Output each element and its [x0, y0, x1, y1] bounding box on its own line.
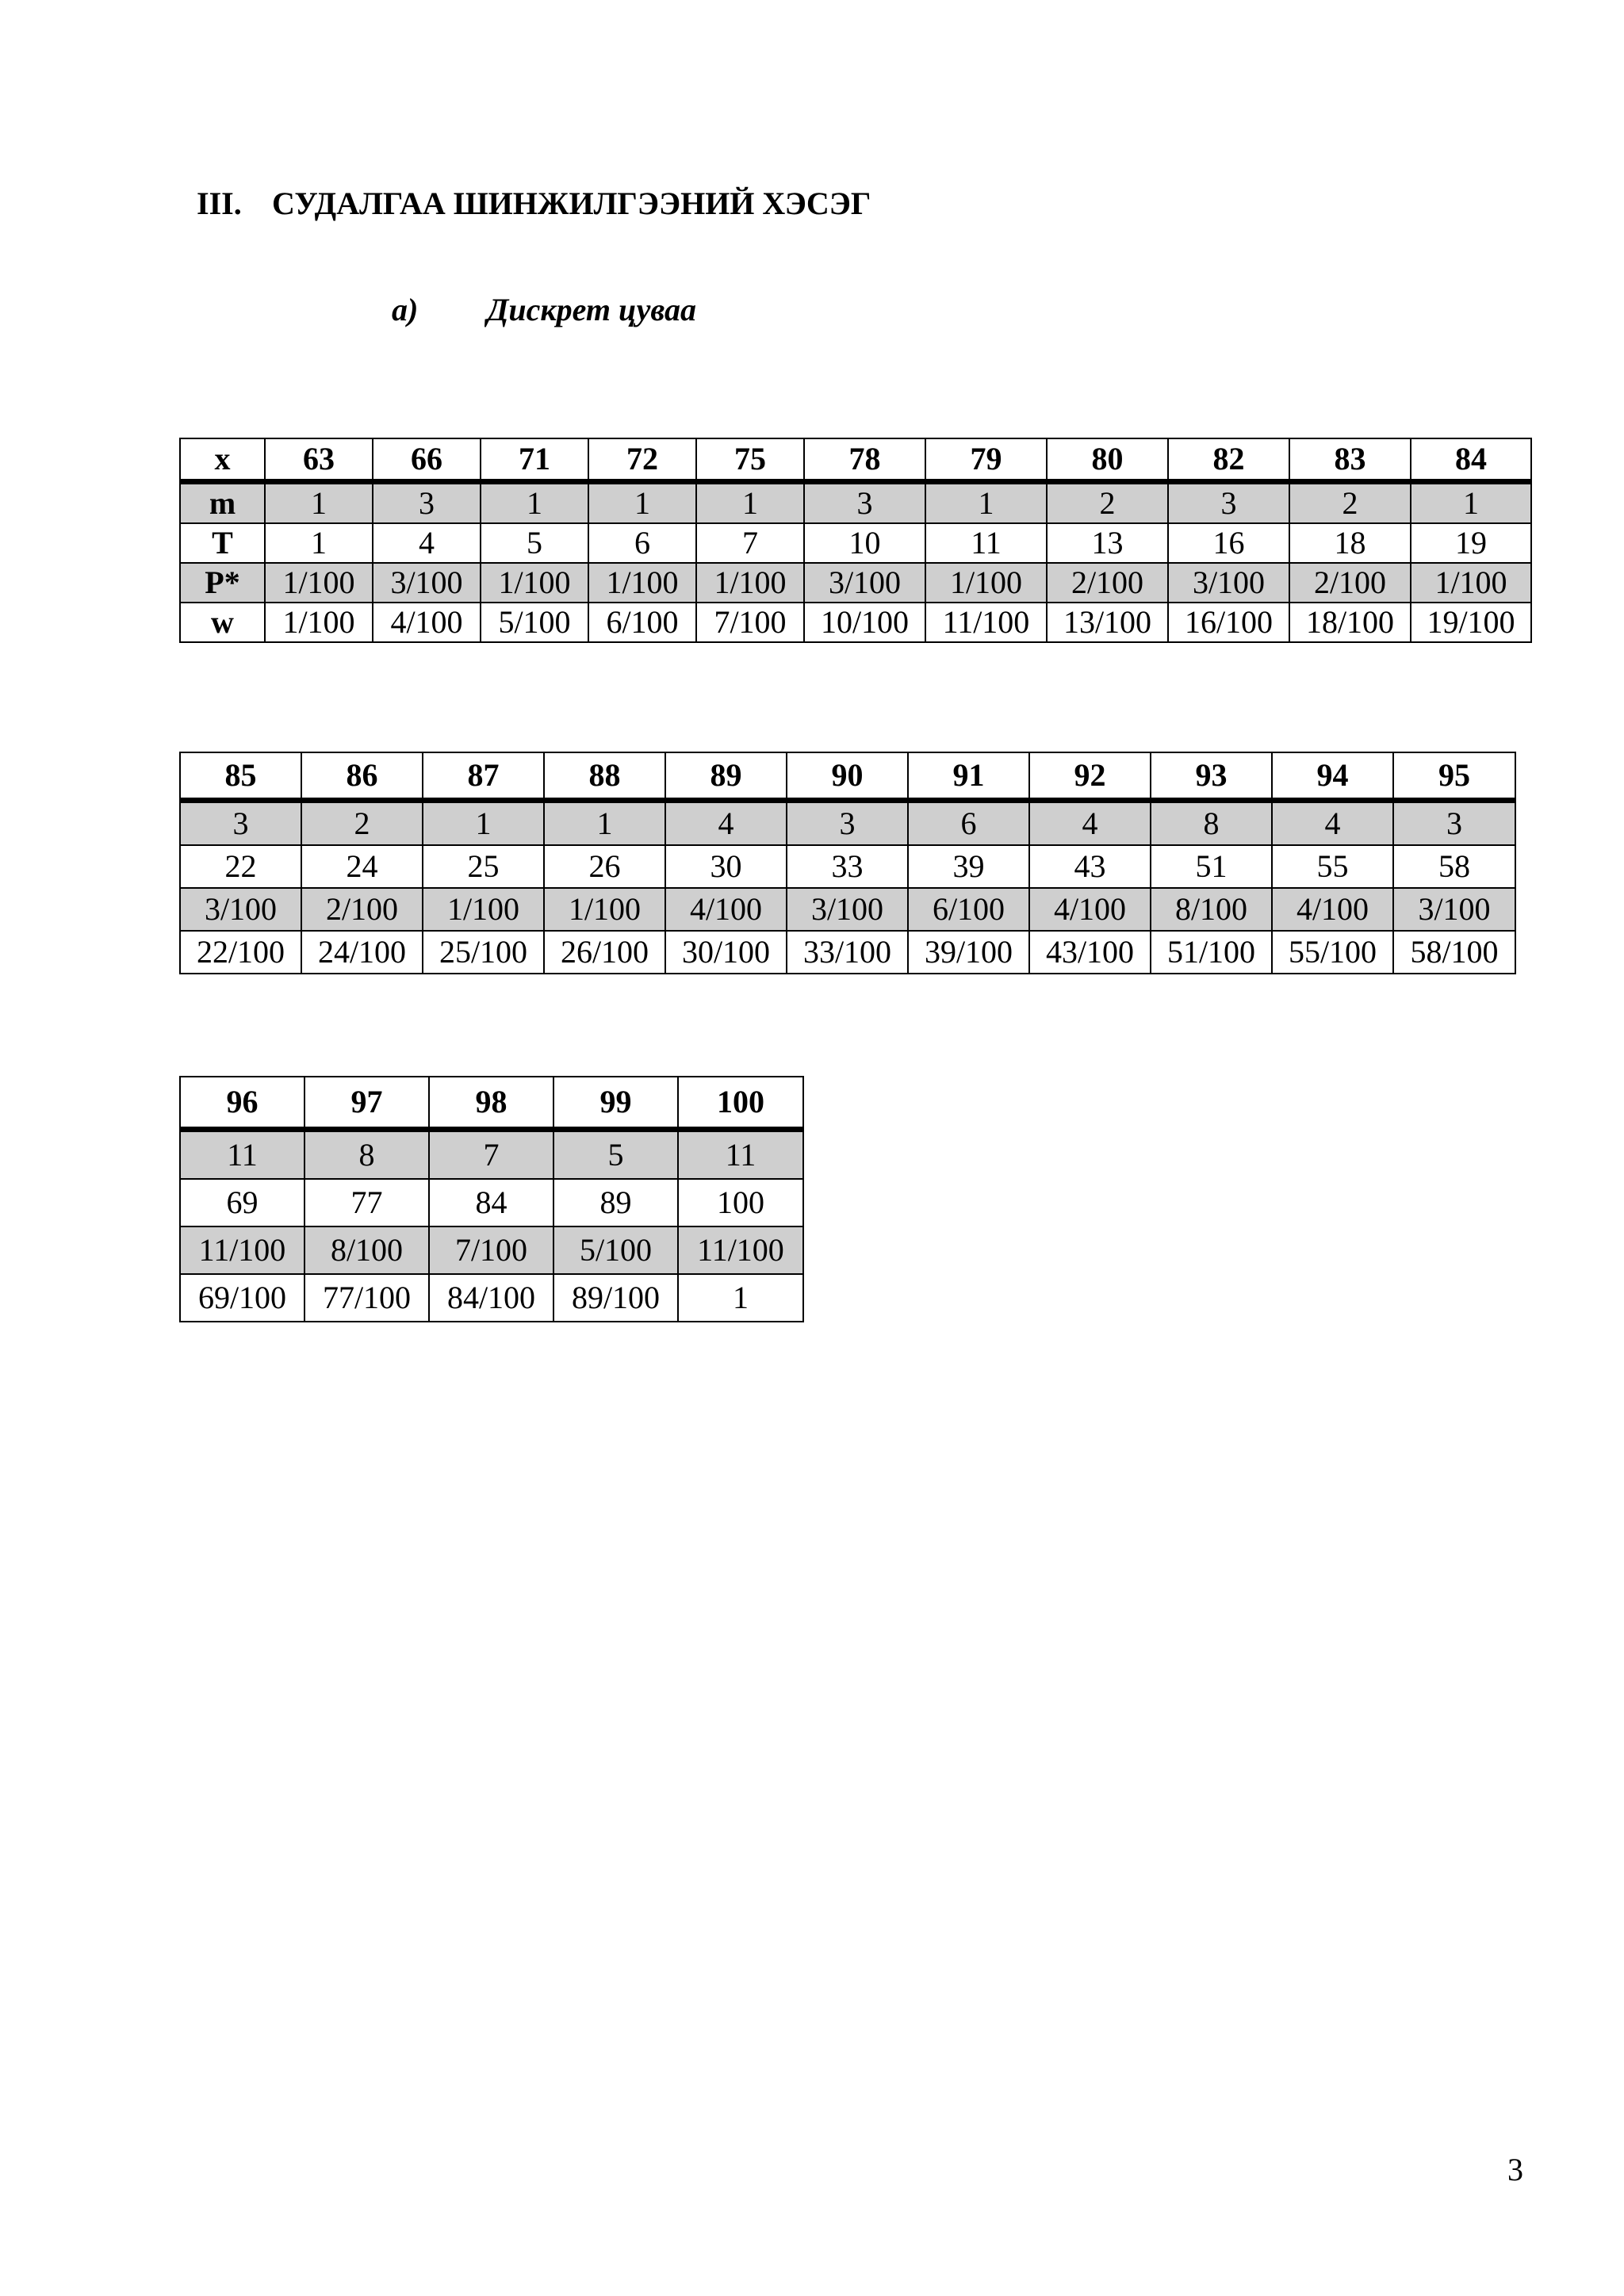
table-cell: 25/100: [423, 931, 544, 974]
table-cell: 1: [696, 482, 804, 524]
table-cell: 55: [1272, 845, 1393, 888]
table-cell: 78: [804, 438, 925, 482]
table-cell: 33/100: [787, 931, 908, 974]
table-row-m: [180, 482, 1531, 524]
table-cell: 8/100: [1151, 888, 1272, 931]
table-cell: 2: [301, 801, 423, 846]
table-cell: 85: [180, 752, 301, 801]
table-cell: 3/100: [180, 888, 301, 931]
table-row-x: [180, 1077, 803, 1130]
table-cell: 3: [373, 482, 481, 524]
table-cell: 95: [1393, 752, 1515, 801]
table-cell: 5/100: [481, 603, 588, 642]
table-cell: 13/100: [1047, 603, 1168, 642]
table-cell: 84: [429, 1179, 553, 1226]
table-cell: 4/100: [1029, 888, 1151, 931]
table-cell: 51/100: [1151, 931, 1272, 974]
table-cell: 11/100: [180, 1226, 304, 1274]
table-cell: 84: [1411, 438, 1531, 482]
subsection-title: Дискрет цуваа: [487, 292, 697, 327]
table-cell: 3/100: [373, 563, 481, 603]
row-label: P*: [180, 563, 265, 603]
table-cell: 3: [787, 801, 908, 846]
table-cell: 90: [787, 752, 908, 801]
table-cell: 1: [265, 523, 373, 563]
table-cell: 3/100: [787, 888, 908, 931]
table-cell: 77/100: [304, 1274, 429, 1322]
table-row-x: [180, 438, 1531, 482]
table-cell: 16: [1168, 523, 1289, 563]
table-cell: 89: [665, 752, 787, 801]
table-cell: 96: [180, 1077, 304, 1130]
table-cell: 69: [180, 1179, 304, 1226]
table-row-t: [180, 845, 1515, 888]
table-cell: 93: [1151, 752, 1272, 801]
subsection-heading: [392, 290, 696, 330]
table-cell: 51: [1151, 845, 1272, 888]
table-cell: 89/100: [553, 1274, 678, 1322]
table-cell: 3: [804, 482, 925, 524]
table-cell: 19/100: [1411, 603, 1531, 642]
table-cell: 7/100: [429, 1226, 553, 1274]
table-cell: 1/100: [544, 888, 665, 931]
section-title: СУДАЛГАА ШИНЖИЛГЭЭНИЙ ХЭСЭГ: [272, 186, 871, 221]
table-cell: 43: [1029, 845, 1151, 888]
table-cell: 30: [665, 845, 787, 888]
section-heading: [197, 184, 871, 224]
table-cell: 4/100: [373, 603, 481, 642]
table-row-t: [180, 1179, 803, 1226]
table-cell: 18: [1289, 523, 1411, 563]
table-cell: 58: [1393, 845, 1515, 888]
table-cell: 10/100: [804, 603, 925, 642]
table-row-p: [180, 888, 1515, 931]
table-cell: 86: [301, 752, 423, 801]
table-cell: 97: [304, 1077, 429, 1130]
table-cell: 5/100: [553, 1226, 678, 1274]
table-cell: 88: [544, 752, 665, 801]
distribution-table-2: [179, 752, 1516, 974]
table-cell: 2/100: [301, 888, 423, 931]
table-cell: 6/100: [588, 603, 696, 642]
table-cell: 22: [180, 845, 301, 888]
table-cell: 4: [1272, 801, 1393, 846]
table-cell: 30/100: [665, 931, 787, 974]
table-cell: 1: [678, 1274, 803, 1322]
table-cell: 1: [544, 801, 665, 846]
table-cell: 89: [553, 1179, 678, 1226]
table-cell: 16/100: [1168, 603, 1289, 642]
table-cell: 6/100: [908, 888, 1029, 931]
table-cell: 1/100: [696, 563, 804, 603]
table-row-p: [180, 563, 1531, 603]
table-cell: 1: [481, 482, 588, 524]
table-cell: 82: [1168, 438, 1289, 482]
table-row-w: [180, 603, 1531, 642]
table-row-m: [180, 1130, 803, 1180]
table-cell: 26: [544, 845, 665, 888]
table-cell: 1/100: [481, 563, 588, 603]
table-row-m: [180, 801, 1515, 846]
page-number: 3: [1507, 2152, 1523, 2187]
section-number: III.: [197, 186, 242, 221]
table-cell: 8: [304, 1130, 429, 1180]
table-cell: 13: [1047, 523, 1168, 563]
table-cell: 2: [1047, 482, 1168, 524]
table-cell: 10: [804, 523, 925, 563]
table-cell: 1/100: [423, 888, 544, 931]
table-cell: 3: [1168, 482, 1289, 524]
table-cell: 5: [481, 523, 588, 563]
table-cell: 100: [678, 1077, 803, 1130]
table-cell: 84/100: [429, 1274, 553, 1322]
table-cell: 1/100: [1411, 563, 1531, 603]
table-cell: 5: [553, 1130, 678, 1180]
table-cell: 63: [265, 438, 373, 482]
table-cell: 25: [423, 845, 544, 888]
row-label: T: [180, 523, 265, 563]
table-cell: 2: [1289, 482, 1411, 524]
table-cell: 4: [1029, 801, 1151, 846]
table-cell: 92: [1029, 752, 1151, 801]
table-cell: 94: [1272, 752, 1393, 801]
table-cell: 7: [696, 523, 804, 563]
table-cell: 7/100: [696, 603, 804, 642]
table-cell: 2/100: [1289, 563, 1411, 603]
table-cell: 11/100: [678, 1226, 803, 1274]
table-cell: 19: [1411, 523, 1531, 563]
table-cell: 3: [180, 801, 301, 846]
table-cell: 1: [265, 482, 373, 524]
table-cell: 39/100: [908, 931, 1029, 974]
table-cell: 4/100: [1272, 888, 1393, 931]
table-cell: 1: [588, 482, 696, 524]
table-cell: 3/100: [804, 563, 925, 603]
table-cell: 100: [678, 1179, 803, 1226]
table-cell: 1: [423, 801, 544, 846]
table-cell: 55/100: [1272, 931, 1393, 974]
table-cell: 69/100: [180, 1274, 304, 1322]
table-cell: 99: [553, 1077, 678, 1130]
table-row-x: [180, 752, 1515, 801]
table-cell: 3/100: [1393, 888, 1515, 931]
table-cell: 11: [678, 1130, 803, 1180]
subsection-letter: a): [392, 292, 419, 327]
table-cell: 3: [1393, 801, 1515, 846]
table-cell: 39: [908, 845, 1029, 888]
table-cell: 6: [908, 801, 1029, 846]
table-cell: 79: [925, 438, 1047, 482]
table-cell: 4: [665, 801, 787, 846]
table-cell: 4/100: [665, 888, 787, 931]
table-cell: 24/100: [301, 931, 423, 974]
table-cell: 91: [908, 752, 1029, 801]
table-cell: 1: [925, 482, 1047, 524]
table-cell: 7: [429, 1130, 553, 1180]
table-cell: 87: [423, 752, 544, 801]
table-cell: 1/100: [925, 563, 1047, 603]
distribution-table-1: [179, 438, 1532, 643]
table-cell: 8/100: [304, 1226, 429, 1274]
table-cell: 2/100: [1047, 563, 1168, 603]
table-cell: 18/100: [1289, 603, 1411, 642]
table-cell: 1: [1411, 482, 1531, 524]
table-cell: 83: [1289, 438, 1411, 482]
table-cell: 22/100: [180, 931, 301, 974]
table-cell: 71: [481, 438, 588, 482]
table-cell: 11: [180, 1130, 304, 1180]
table-cell: 1/100: [588, 563, 696, 603]
table-cell: 80: [1047, 438, 1168, 482]
table-row-p: [180, 1226, 803, 1274]
row-label: x: [180, 438, 265, 482]
table-cell: 33: [787, 845, 908, 888]
table-cell: 8: [1151, 801, 1272, 846]
table-cell: 24: [301, 845, 423, 888]
table-cell: 58/100: [1393, 931, 1515, 974]
table-cell: 11: [925, 523, 1047, 563]
table-cell: 26/100: [544, 931, 665, 974]
row-label: m: [180, 482, 265, 524]
table-cell: 98: [429, 1077, 553, 1130]
table-cell: 4: [373, 523, 481, 563]
table-row-t: [180, 523, 1531, 563]
table-row-w: [180, 931, 1515, 974]
table-cell: 75: [696, 438, 804, 482]
table-cell: 77: [304, 1179, 429, 1226]
table-cell: 43/100: [1029, 931, 1151, 974]
table-cell: 1/100: [265, 563, 373, 603]
table-cell: 1/100: [265, 603, 373, 642]
table-cell: 72: [588, 438, 696, 482]
table-cell: 66: [373, 438, 481, 482]
row-label: w: [180, 603, 265, 642]
distribution-table-3: [179, 1076, 804, 1322]
table-cell: 6: [588, 523, 696, 563]
table-cell: 3/100: [1168, 563, 1289, 603]
table-cell: 11/100: [925, 603, 1047, 642]
table-row-w: [180, 1274, 803, 1322]
